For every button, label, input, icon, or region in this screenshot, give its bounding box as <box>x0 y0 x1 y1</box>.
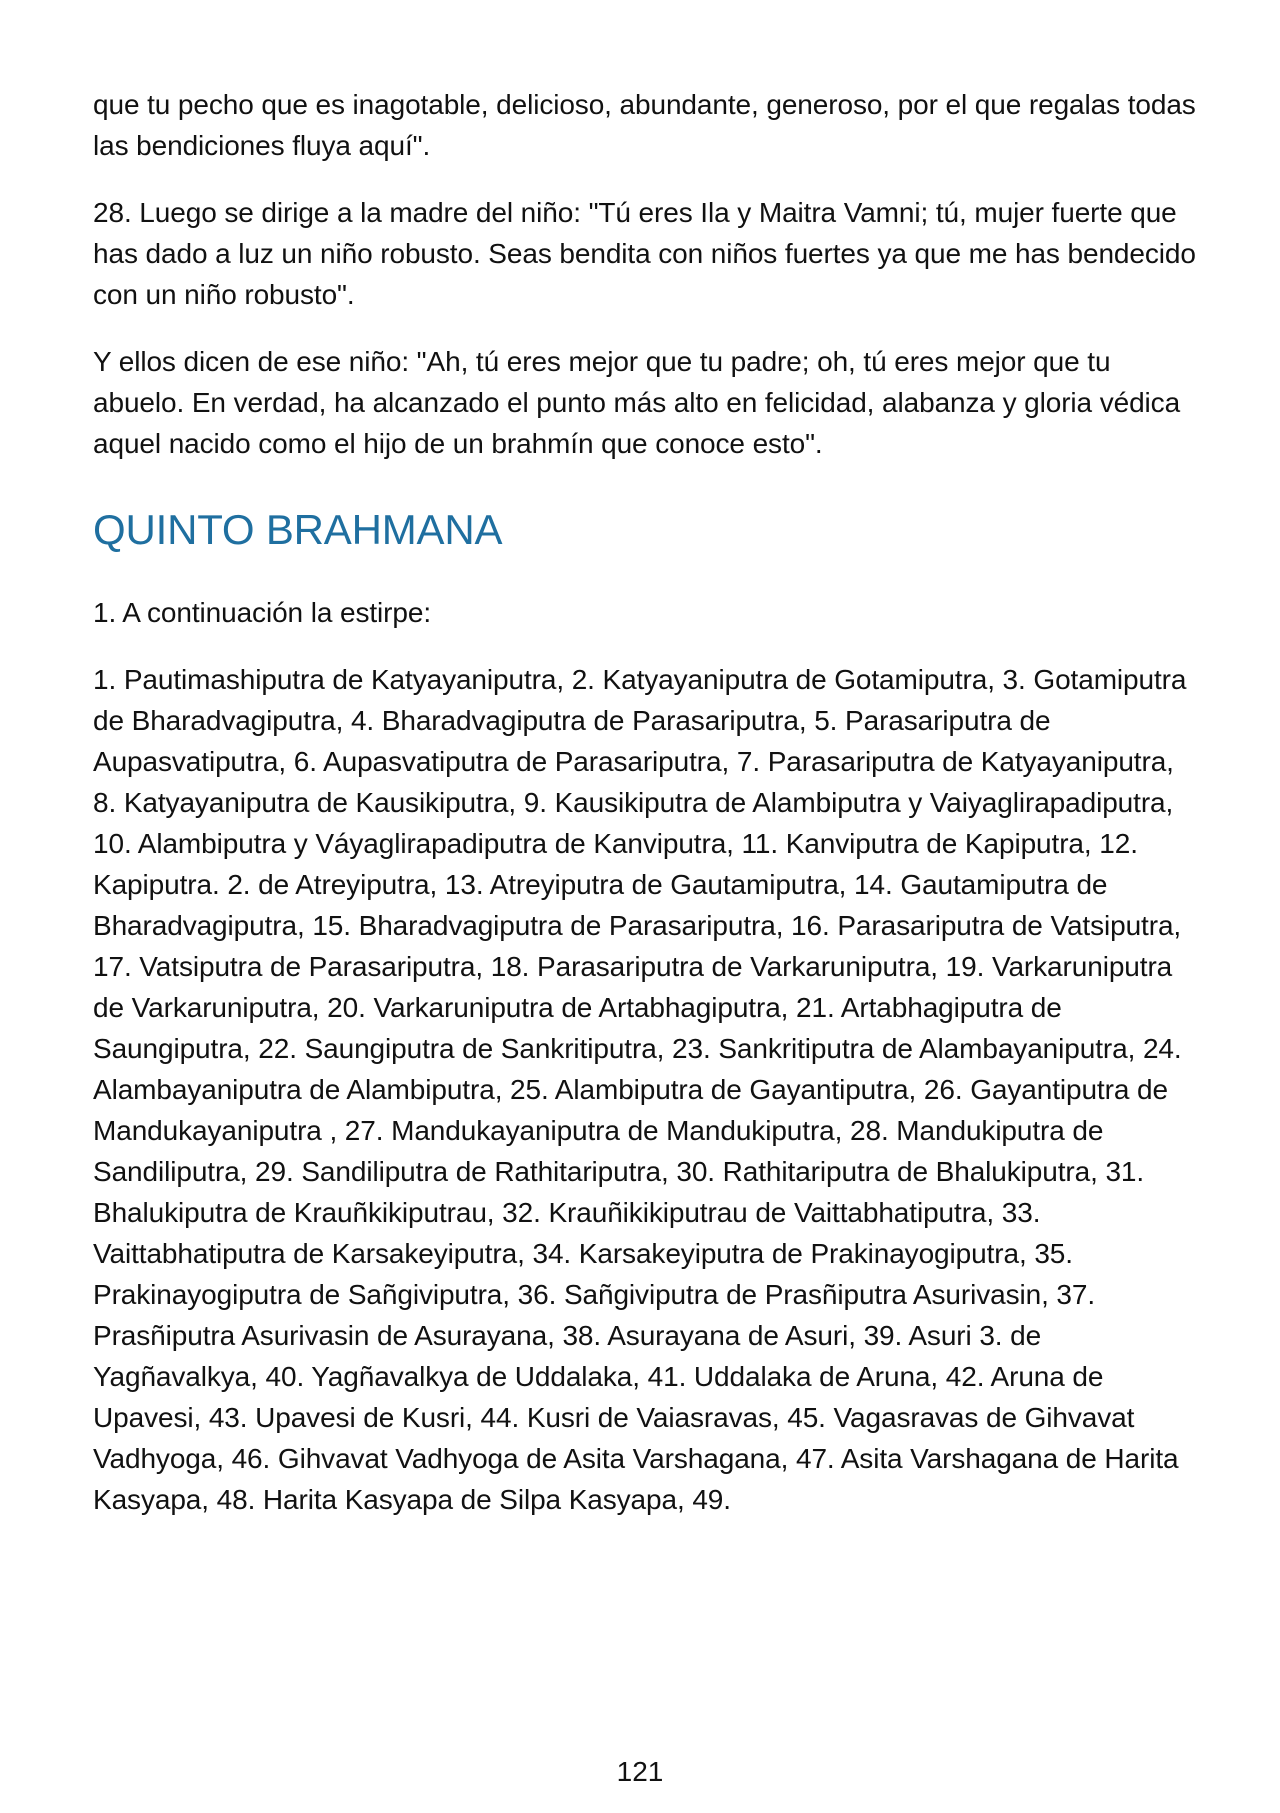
paragraph-child-praise: Y ellos dicen de ese niño: "Ah, tú eres mejor que tu padre; oh, tú eres mejor que tu abuelo. En verdad, ha alcanzado el punto más alto en felicidad, alabanza y gloria védica aquel nacido como el hijo de un brahmín que conoce esto". <box>93 346 1181 459</box>
page-number: 121 <box>616 1756 664 1787</box>
page-content <box>93 84 1203 1546</box>
paragraph-mother-address: 28. Luego se dirige a la madre del niño: "Tú eres Ila y Maitra Vamni; tú, mujer fuerte que has dado a luz un niño robusto. Seas bendita con niños fuertes ya que me has bendecido con un niño robusto". <box>93 197 1196 310</box>
section-intro: 1. A continuación la estirpe: <box>93 597 431 628</box>
section-heading: QUINTO BRAHMANA <box>93 506 503 553</box>
lineage-list: 1. Pautimashiputra de Katyayaniputra, 2. Katyayaniputra de Gotamiputra, 3. Gotamiputra de Bharadvagiputra, 4. Bharadvagiputra de Parasariputra, 5. Parasariputra de Aupasvatiputra, 6. Aupasvatiputra de Parasariputra, 7. Parasariputra de Katyayaniputra, 8. Katyayaniputra de Kausikiputra, 9. Kausikiputra de Alambiputra y Vaiyaglirapadiputra, 10. Alambiputra y Váyaglirapadiputra de Kanviputra, 11. Kanviputra de Kapiputra, 12. Kapiputra. 2. de Atreyiputra, 13. Atreyiputra de Gautamiputra, 14. Gautamiputra de Bharadvagiputra, 15. Bharadvagiputra de Parasariputra, 16. Parasariputra de Vatsiputra, 17. Vatsiputra de Parasariputra, 18. Parasariputra de Varkaruniputra, 19. Varkaruniputra de Varkaruniputra, 20. Varkaruniputra de Artabhagiputra, 21. Artabhagiputra de Saungiputra, 22. Saungiputra de Sankritiputra, 23. Sankritiputra de Alambayaniputra, 24. Alambayaniputra de Alambiputra, 25. Alambiputra de Gayantiputra, 26. Gayantiputra de Mandukayaniputra , 27. Mandukayaniputra de Mandukiputra, 28. Mandukiputra de Sandiliputra, 29. Sandiliputra de Rathitariputra, 30. Rathitariputra de Bhalukiputra, 31. Bhalukiputra de Krauñkikiputrau, 32. Krauñikikiputrau de Vaittabhatiputra, 33. Vaittabhatiputra de Karsakeyiputra, 34. Karsakeyiputra de Prakinayogiputra, 35. Prakinayogiputra de Sañgiviputra, 36. Sañgiviputra de Prasñiputra Asurivasin, 37. Prasñiputra Asurivasin de Asurayana, 38. Asurayana de Asuri, 39. Asuri 3. de Yagñavalkya, 40. Yagñavalkya de Uddalaka, 41. Uddalaka de Aruna, 42. Aruna de Upavesi, 43. Upavesi de Kusri, 44. Kusri de Vaiasravas, 45. Vagasravas de Gihvavat Vadhyoga, 46. Gihvavat Vadhyoga de Asita Varshagana, 47. Asita Varshagana de Harita Kasyapa, 48. Harita Kasyapa de Silpa Kasyapa, 49. <box>93 664 1187 1515</box>
paragraph-breast-blessing: que tu pecho que es inagotable, delicioso, abundante, generoso, por el que regalas todas las bendiciones fluya aquí". <box>93 89 1196 161</box>
